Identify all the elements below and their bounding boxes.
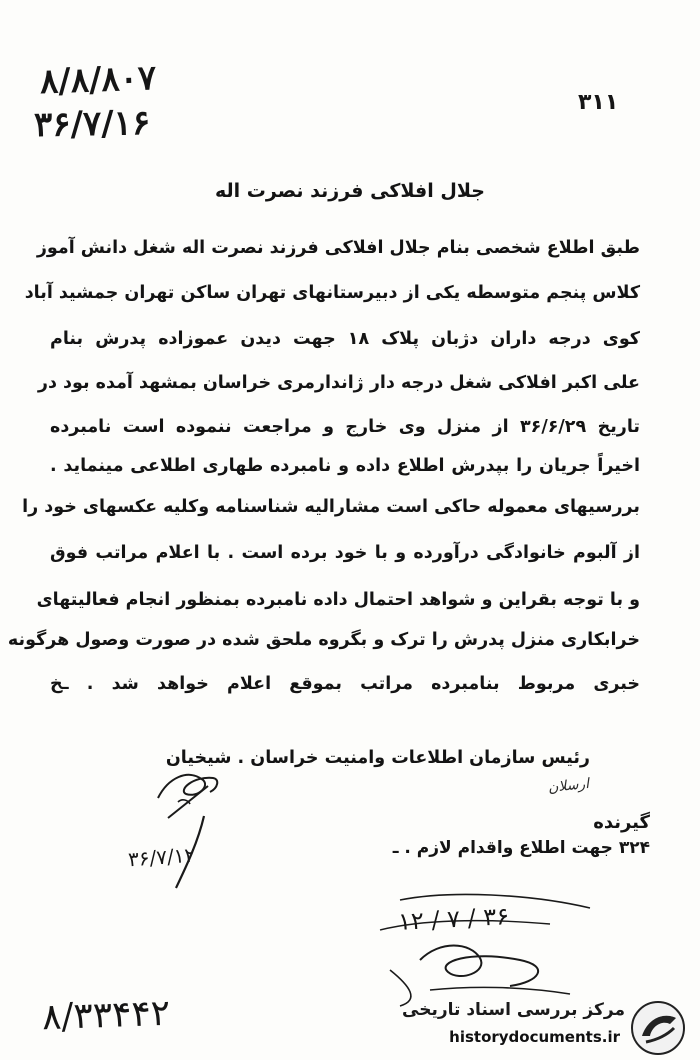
body-line: کوی درجه داران دژبان پلاک ۱۸ جهت دیدن عموزاده پدرش بنام — [50, 329, 640, 349]
body-line: تاریخ ۳۶/۶/۲۹ از منزل وی خارج و مراجعت ننموده است نامبرده — [50, 417, 640, 437]
body-line: بررسیهای معموله حاکی است مشارالیه شناسنامه وکلیه عکسهای خود را — [22, 497, 640, 517]
recipient-label: گیرنده — [593, 812, 650, 833]
page-number: ۳۱۱ — [578, 90, 619, 115]
document-title: جلال افلاکی فرزند نصرت اله — [215, 180, 485, 202]
body-line: و با توجه بقراین و شواهد احتمال داده نامبرده بمنظور انجام فعالیتهای — [36, 590, 640, 610]
handwritten-reference-number: ۸/۳۳۴۴۲ — [41, 992, 171, 1039]
archive-logo-icon — [630, 1000, 686, 1056]
handwritten-date-bottom-right: ۱۲ / ۷ / ۳۶ — [397, 902, 510, 936]
body-line: از آلبوم خانوادگی درآورده و با خود برده است . با اعلام مراتب فوق — [50, 543, 640, 563]
handwritten-signature-name: ارسلان — [547, 775, 590, 797]
watermark-url: historydocuments.ir — [449, 1028, 620, 1046]
signature-scribble-icon — [360, 890, 620, 1010]
signature-line: رئیس سازمان اطلاعات وامنیت خراسان . شیخیان — [165, 748, 590, 768]
handwritten-date-bottom-left: ۳۶/۷/۱۲ — [127, 842, 196, 872]
watermark-name: مرکز بررسی اسناد تاریخی — [402, 1000, 625, 1020]
body-line: علی اکبر افلاکی شغل درجه دار ژاندارمری خراسان بمشهد آمده بود در — [37, 373, 640, 393]
body-line: کلاس پنجم متوسطه یکی از دبیرستانهای تهران ساکن تهران جمشید آباد — [24, 283, 640, 303]
body-line: خبری مربوط بنامبرده مراتب بموقع اعلام خواهد شد . ـخ — [50, 674, 640, 694]
handwritten-archive-date: ۳۶/۷/۱۶ — [33, 102, 151, 146]
body-line: خرابکاری منزل پدرش را ترک و بگروه ملحق شده در صورت وصول هرگونه — [7, 630, 640, 650]
slash-mark-icon — [160, 812, 220, 892]
recipient-instruction: ۳۲۴ جهت اطلاع واقدام لازم . ـ — [392, 838, 650, 858]
handwritten-date-top: ۸/۸/۸۰۷ — [39, 57, 157, 103]
body-line: اخیراً جریان را بپدرش اطلاع داده و نامبرده طهاری اطلاعی مینماید . — [50, 456, 640, 476]
body-line: طبق اطلاع شخصی بنام جلال افلاکی فرزند نصرت اله شغل دانش آموز — [36, 238, 640, 258]
